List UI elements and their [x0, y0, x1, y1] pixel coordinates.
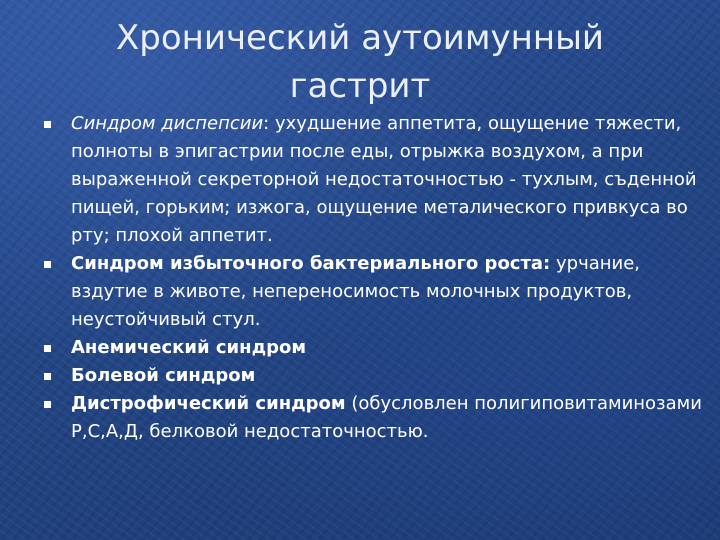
square-bullet-icon	[44, 345, 51, 352]
bullet-lead: Синдром избыточного бактериального роста:	[71, 253, 551, 274]
bullet-list	[44, 110, 704, 446]
bullet-text: урчание, вздутие в животе, непереносимость молочных продуктов, неустойчивый стул.	[71, 253, 640, 330]
bullet-lead: Анемический синдром	[71, 337, 307, 358]
bullet-dyspepsia	[44, 110, 704, 250]
square-bullet-icon	[44, 121, 51, 128]
slide-title	[60, 14, 660, 110]
bullet-dystrophic	[44, 390, 704, 446]
bullet-pain	[44, 362, 704, 390]
bullet-lead: Синдром диспепсии	[71, 113, 264, 134]
bullet-bacterial-overgrowth	[44, 250, 704, 334]
bullet-text: : ухудшение аппетита, ощущение тяжести, полноты в эпигастрии после еды, отрыжка воздухом, а при выраженной секреторной недостаточностью - тухлым, съденной пищей, горьким; изжога, ощущение металического привкуса во рту; плохой аппетит.	[71, 113, 697, 246]
square-bullet-icon	[44, 261, 51, 268]
bullet-anemic	[44, 334, 704, 362]
title-line-1: Хронический аутоимунный	[115, 18, 605, 58]
square-bullet-icon	[44, 401, 51, 408]
bullet-lead: Болевой синдром	[71, 365, 256, 386]
bullet-text: (обусловлен полигиповитаминозами Р,С,А,Д, белковой недостаточностью.	[71, 393, 702, 442]
bullet-lead: Дистрофический синдром	[71, 393, 346, 414]
title-line-2: гастрит	[289, 66, 431, 106]
square-bullet-icon	[44, 373, 51, 380]
